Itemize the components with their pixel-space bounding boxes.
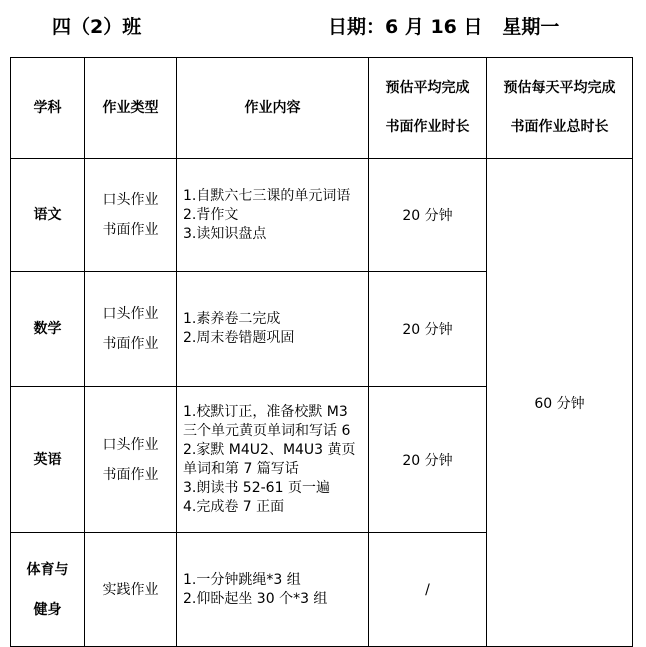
weekday-text: 星期一 — [502, 16, 560, 38]
subject-cell: 数学 — [11, 272, 85, 387]
homework-table — [10, 57, 633, 647]
content-cell: 1.一分钟跳绳*3 组 2.仰卧起坐 30 个*3 组 — [177, 533, 369, 647]
time-cell: / — [369, 533, 487, 647]
type-cell: 口头作业 书面作业 — [85, 272, 177, 387]
col-header-total-time: 预估每天平均完成 书面作业总时长 — [487, 58, 633, 159]
content-cell: 1.校默订正，准备校默 M3 三个单元黄页单词和写话 6 2.家默 M4U2、M4U3 黄页单词和第 7 篇写话 3.朗读书 52-61 页一遍 4.完成卷 7 正面 — [177, 387, 369, 533]
header-row — [11, 58, 633, 159]
type-cell: 实践作业 — [85, 533, 177, 647]
date-text: 日期：6 月 16 日 — [328, 16, 483, 38]
type-cell: 口头作业 书面作业 — [85, 387, 177, 533]
subject-cell: 语文 — [11, 159, 85, 272]
col-header-content: 作业内容 — [177, 58, 369, 159]
subject-cell: 体育与 健身 — [11, 533, 85, 647]
type-cell: 口头作业 书面作业 — [85, 159, 177, 272]
subject-cell: 英语 — [11, 387, 85, 533]
class-label: 四（2）班 — [52, 16, 142, 38]
col-header-type: 作业类型 — [85, 58, 177, 159]
content-cell: 1.素养卷二完成 2.周末卷错题巩固 — [177, 272, 369, 387]
content-cell: 1.自默六七三课的单元词语 2.背作文 3.读知识盘点 — [177, 159, 369, 272]
date-label — [328, 12, 559, 39]
time-cell: 20 分钟 — [369, 272, 487, 387]
time-cell: 20 分钟 — [369, 159, 487, 272]
col-header-subject: 学科 — [11, 58, 85, 159]
time-cell: 20 分钟 — [369, 387, 487, 533]
table-row — [11, 159, 633, 272]
col-header-avg-time: 预估平均完成 书面作业时长 — [369, 58, 487, 159]
total-time-cell: 60 分钟 — [487, 159, 633, 647]
